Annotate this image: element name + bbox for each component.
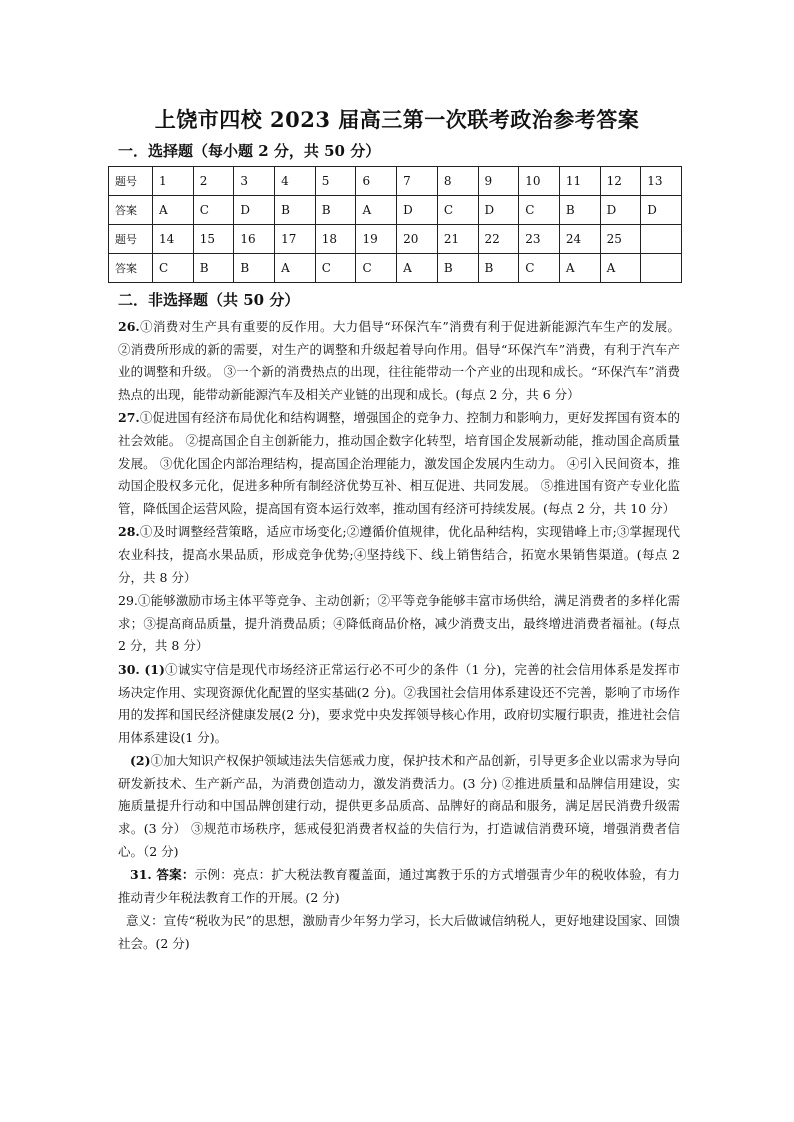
answer-text: ①加大知识产权保护领域违法失信惩戒力度，保护技术和产品创新，引导更多企业以需求为导向研发新技术、生产新产品，为消费创造动力，激发消费活力。(3 分) ②推进质量和品牌信用建设，实施质量提升行动和中国品牌创建行动，提供更多品质高、品牌好的商品和服务，满足居民消费升级需求。(3 分） ③规范市场秩序，惩戒侵犯消费者权益的失信行为，打造诚信消费环境，增强消费者信心。（2 分) (118, 753, 680, 859)
answer-text: 意义：宣传“税收为民”的思想，激励青少年努力学习，长大后做诚信纳税人，更好地建设国家、回馈社会。(2 分) (118, 913, 680, 952)
table-cell: D (234, 196, 275, 225)
table-cell (641, 225, 682, 254)
table-row (109, 254, 682, 283)
answer-27 (118, 407, 680, 520)
question-number: 26. (118, 319, 140, 334)
table-cell: D (397, 196, 438, 225)
table-cell: 16 (234, 225, 275, 254)
table-cell: 19 (356, 225, 397, 254)
section-heading-nonchoice: 二．非选择题（共 50 分） (118, 291, 300, 309)
answer-text: ①诚实守信是现代市场经济正常运行必不可少的条件（1 分)，完善的社会信用体系是发挥市场决定作用、实现资源优化配置的坚实基础(2 分)。②我国社会信用体系建设还不完善，影响了市场作用的发挥和国民经济健康发展(2 分)，要求党中央发挥领导核心作用，政府切实履行职责，推进社会信用体系建设(1 分)。 (118, 661, 680, 745)
answer-text: ①消费对生产具有重要的反作用。大力倡导“环保汽车”消费有利于促进新能源汽车生产的发展。 ②消费所形成的新的需要，对生产的调整和升级起着导向作用。倡导“环保汽车”消费，有利于汽车产业的调整和升级。 ③一个新的消费热点的出现，往往能带动一个产业的出现和成长。“环保汽车”消费热点的出现，能带动新能源汽车及相关产业链的出现和成长。(每点 2 分，共 6 分） (118, 319, 680, 402)
table-cell: B (559, 196, 600, 225)
table-row (109, 225, 682, 254)
answer-26 (118, 316, 680, 406)
answer-31 (118, 864, 680, 909)
page-title: 上饶市四校 2023 届高三第一次联考政治参考答案 (154, 107, 640, 132)
table-cell: A (600, 254, 641, 283)
table-cell: A (275, 254, 316, 283)
table-cell: 12 (600, 167, 641, 196)
table-cell: B (234, 254, 275, 283)
answer-table (108, 166, 682, 283)
table-cell: 14 (153, 225, 194, 254)
table-row (109, 167, 682, 196)
table-cell: 21 (437, 225, 478, 254)
table-cell: 15 (193, 225, 234, 254)
table-cell: 24 (559, 225, 600, 254)
table-cell: A (356, 196, 397, 225)
table-cell: C (356, 254, 397, 283)
table-cell: 11 (559, 167, 600, 196)
table-cell: C (153, 254, 194, 283)
table-cell (641, 254, 682, 283)
section-heading-choice: 一．选择题（每小题 2 分，共 50 分） (118, 142, 381, 160)
row-label: 题号 (109, 225, 153, 254)
table-cell: 23 (519, 225, 560, 254)
answer-30-part2 (118, 750, 680, 863)
table-cell: A (153, 196, 194, 225)
answer-29 (118, 590, 680, 658)
table-cell: D (478, 196, 519, 225)
table-cell: 20 (397, 225, 438, 254)
table-cell: C (315, 254, 356, 283)
answer-text: ①能够激励市场主体平等竞争、主动创新；②平等竞争能够丰富市场供给，满足消费者的多样化需求；③提高商品质量，提升消费品质；④降低商品价格，减少消费支出，最终增进消费者福祉。(每点 2 分，共 8 分） (118, 593, 680, 654)
answer-28 (118, 521, 680, 589)
table-cell: A (559, 254, 600, 283)
table-cell: 7 (397, 167, 438, 196)
answer-31-meaning (118, 910, 680, 955)
table-cell: 17 (275, 225, 316, 254)
table-cell: 4 (275, 167, 316, 196)
table-cell: D (641, 196, 682, 225)
answer-text: ①及时调整经营策略，适应市场变化;②遵循价值规律，优化品种结构，实现错峰上市;③掌握现代农业科技，提高水果品质，形成竞争优势;④坚持线下、线上销售结合，拓宽水果销售渠道。(每点 2 分，共 8 分） (118, 524, 680, 585)
table-cell: B (315, 196, 356, 225)
table-cell: 5 (315, 167, 356, 196)
table-cell: 22 (478, 225, 519, 254)
table-cell: 2 (193, 167, 234, 196)
table-cell: 25 (600, 225, 641, 254)
table-cell: A (397, 254, 438, 283)
question-number: 29. (118, 593, 138, 609)
table-cell: 6 (356, 167, 397, 196)
table-cell: 1 (153, 167, 194, 196)
answer-30-part1 (118, 659, 680, 749)
table-cell: 3 (234, 167, 275, 196)
table-cell: 8 (437, 167, 478, 196)
question-number: 31. 答案： (130, 867, 195, 883)
table-cell: C (519, 196, 560, 225)
table-cell: 18 (315, 225, 356, 254)
table-cell: 13 (641, 167, 682, 196)
answer-body (118, 316, 680, 957)
question-number: 27. (118, 410, 140, 426)
table-cell: C (193, 196, 234, 225)
table-cell: 10 (519, 167, 560, 196)
row-label: 答案 (109, 196, 153, 225)
question-number: 30. (1) (118, 661, 165, 677)
table-cell: B (437, 254, 478, 283)
table-cell: B (193, 254, 234, 283)
table-cell: B (275, 196, 316, 225)
answer-text: 示例：亮点：扩大税法教育覆盖面，通过寓教于乐的方式增强青少年的税收体验，有力推动青少年税法教育工作的开展。(2 分) (118, 867, 680, 905)
table-cell: C (519, 254, 560, 283)
table-cell: 9 (478, 167, 519, 196)
row-label: 答案 (109, 254, 153, 283)
row-label: 题号 (109, 167, 153, 196)
question-number: (2) (130, 753, 151, 769)
table-row (109, 196, 682, 225)
table-cell: B (478, 254, 519, 283)
question-number: 28. (118, 524, 140, 540)
answer-text: ①促进国有经济布局优化和结构调整，增强国企的竞争力、控制力和影响力，更好发挥国有资本的社会效能。 ②提高国企自主创新能力，推动国企数字化转型，培育国企发展新动能，推动国企高质量发展。 ③优化国企内部治理结构，提高国企治理能力，激发国企发展内生动力。 ④引入民间资本，推动国企股权多元化，促进多种所有制经济优势互补、相互促进、共同发展。 ⑤推进国有资产专业化监管，降低国企运营风险，提高国有资本运行效率，推动国有经济可持续发展。(每点 2 分，共 10 分） (118, 410, 680, 516)
table-cell: C (437, 196, 478, 225)
table-cell: D (600, 196, 641, 225)
